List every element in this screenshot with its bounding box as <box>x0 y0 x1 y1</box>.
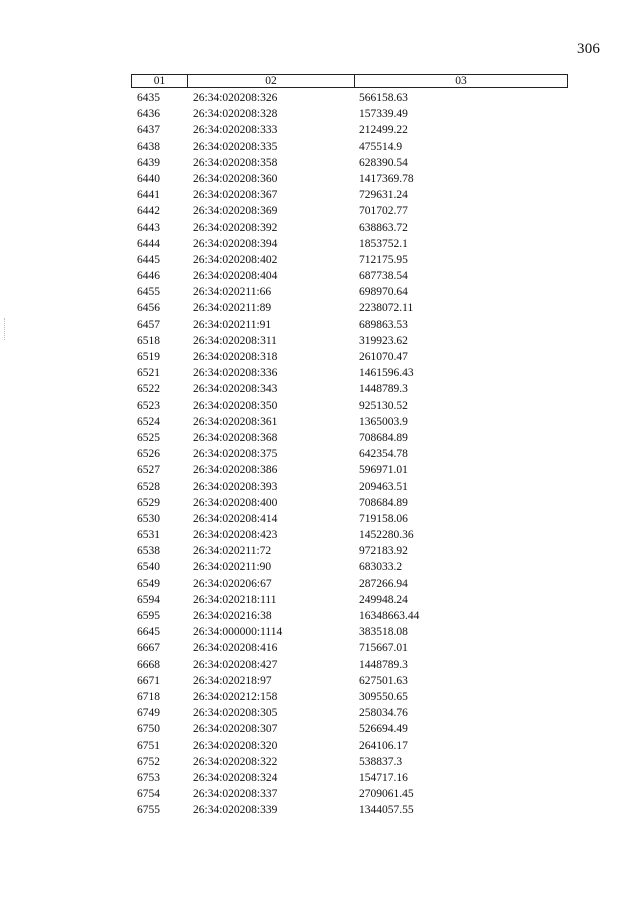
row-number-cell: 6443 <box>137 221 160 234</box>
table-row <box>0 430 640 446</box>
table-row <box>0 317 640 333</box>
row-number-cell: 6549 <box>137 577 160 590</box>
row-number-cell: 6437 <box>137 124 160 137</box>
cadastral-number-cell: 26:34:000000:1114 <box>193 626 283 639</box>
table-row <box>0 559 640 575</box>
row-number-cell: 6749 <box>137 707 160 720</box>
cadastral-number-cell: 26:34:020211:91 <box>193 318 272 331</box>
table-row <box>0 673 640 689</box>
value-cell: 2238072.11 <box>359 302 414 315</box>
cadastral-number-cell: 26:34:020208:404 <box>193 270 278 283</box>
row-number-cell: 6668 <box>137 658 160 671</box>
cadastral-number-cell: 26:34:020208:393 <box>193 480 278 493</box>
scan-edge-mark <box>4 318 6 340</box>
value-cell: 154717.16 <box>359 771 408 784</box>
row-number-cell: 6526 <box>137 448 160 461</box>
header-col-03: 03 <box>455 75 467 87</box>
table-row <box>0 608 640 624</box>
row-number-cell: 6441 <box>137 189 160 202</box>
row-number-cell: 6753 <box>137 771 160 784</box>
row-number-cell: 6518 <box>137 334 160 347</box>
row-number-cell: 6444 <box>137 237 160 250</box>
table-row <box>0 705 640 721</box>
row-number-cell: 6525 <box>137 431 160 444</box>
cadastral-number-cell: 26:34:020208:350 <box>193 399 278 412</box>
value-cell: 212499.22 <box>359 124 408 137</box>
cadastral-number-cell: 26:34:020208:336 <box>193 367 278 380</box>
cadastral-number-cell: 26:34:020208:416 <box>193 642 278 655</box>
value-cell: 642354.78 <box>359 448 408 461</box>
table-row <box>0 171 640 187</box>
row-number-cell: 6523 <box>137 399 160 412</box>
table-row <box>0 252 640 268</box>
row-number-cell: 6667 <box>137 642 160 655</box>
row-number-cell: 6595 <box>137 610 160 622</box>
value-cell: 287266.94 <box>359 577 408 590</box>
cadastral-number-cell: 26:34:020208:343 <box>193 383 278 396</box>
table-row <box>0 268 640 284</box>
cadastral-number-cell: 26:34:020211:66 <box>193 286 272 299</box>
row-number-cell: 6456 <box>137 302 160 315</box>
table-row <box>0 543 640 559</box>
table-row <box>0 106 640 122</box>
row-number-cell: 6755 <box>137 804 160 817</box>
table-row <box>0 479 640 495</box>
cadastral-number-cell: 26:34:020208:339 <box>193 804 278 817</box>
row-number-cell: 6519 <box>137 351 160 363</box>
value-cell: 1417369.78 <box>359 172 414 185</box>
value-cell: 708684.89 <box>359 431 408 444</box>
row-number-cell: 6435 <box>137 92 160 104</box>
row-number-cell: 6457 <box>137 318 160 331</box>
value-cell: 1853752.1 <box>359 237 408 250</box>
table-row <box>0 365 640 381</box>
row-number-cell: 6751 <box>137 739 160 752</box>
table-row <box>0 381 640 397</box>
cadastral-number-cell: 26:34:020208:337 <box>193 788 278 801</box>
row-number-cell: 6752 <box>137 755 160 768</box>
value-cell: 1344057.55 <box>359 804 414 817</box>
cadastral-number-cell: 26:34:020208:375 <box>193 448 278 461</box>
cadastral-number-cell: 26:34:020208:394 <box>193 237 278 250</box>
value-cell: 628390.54 <box>359 156 408 169</box>
table-body <box>0 90 640 818</box>
cadastral-number-cell: 26:34:020216:38 <box>193 610 272 622</box>
cadastral-number-cell: 26:34:020208:392 <box>193 221 278 234</box>
value-cell: 249948.24 <box>359 593 408 606</box>
table-row <box>0 300 640 316</box>
cadastral-number-cell: 26:34:020211:90 <box>193 561 272 574</box>
row-number-cell: 6527 <box>137 464 160 477</box>
value-cell: 319923.62 <box>359 334 408 347</box>
table-header <box>131 74 568 88</box>
cadastral-number-cell: 26:34:020208:423 <box>193 529 278 542</box>
value-cell: 683033.2 <box>359 561 403 574</box>
table-row <box>0 462 640 478</box>
row-number-cell: 6438 <box>137 140 160 153</box>
cadastral-number-cell: 26:34:020208:360 <box>193 172 278 185</box>
table-row <box>0 754 640 770</box>
cadastral-number-cell: 26:34:020208:402 <box>193 253 278 266</box>
cadastral-number-cell: 26:34:020208:358 <box>193 156 278 169</box>
cadastral-number-cell: 26:34:020211:89 <box>193 302 272 315</box>
table-row <box>0 349 640 365</box>
table-row <box>0 786 640 802</box>
value-cell: 627501.63 <box>359 674 408 687</box>
value-cell: 383518.08 <box>359 626 408 639</box>
row-number-cell: 6436 <box>137 108 160 121</box>
cadastral-number-cell: 26:34:020208:326 <box>193 92 278 104</box>
row-number-cell: 6540 <box>137 561 160 574</box>
value-cell: 698970.64 <box>359 286 408 299</box>
table-row <box>0 90 640 106</box>
row-number-cell: 6442 <box>137 205 160 218</box>
table-row <box>0 576 640 592</box>
table-row <box>0 333 640 349</box>
value-cell: 16348663.44 <box>359 610 420 622</box>
value-cell: 209463.51 <box>359 480 408 493</box>
table-row <box>0 527 640 543</box>
value-cell: 526694.49 <box>359 723 408 736</box>
value-cell: 1452280.36 <box>359 529 414 542</box>
row-number-cell: 6455 <box>137 286 160 299</box>
value-cell: 638863.72 <box>359 221 408 234</box>
value-cell: 1448789.3 <box>359 383 408 396</box>
value-cell: 701702.77 <box>359 205 408 218</box>
cadastral-number-cell: 26:34:020208:324 <box>193 771 278 784</box>
value-cell: 972183.92 <box>359 545 408 558</box>
table-row <box>0 220 640 236</box>
cadastral-number-cell: 26:34:020208:361 <box>193 415 278 428</box>
table-row <box>0 122 640 138</box>
value-cell: 258034.76 <box>359 707 408 720</box>
cadastral-number-cell: 26:34:020208:307 <box>193 723 278 736</box>
table-row <box>0 592 640 608</box>
cadastral-number-cell: 26:34:020218:111 <box>193 593 277 606</box>
cadastral-number-cell: 26:34:020211:72 <box>193 545 272 558</box>
table-row <box>0 187 640 203</box>
table-row <box>0 721 640 737</box>
row-number-cell: 6531 <box>137 529 160 542</box>
row-number-cell: 6538 <box>137 545 160 558</box>
row-number-cell: 6529 <box>137 496 160 509</box>
value-cell: 687738.54 <box>359 270 408 283</box>
row-number-cell: 6521 <box>137 367 160 380</box>
table-row <box>0 414 640 430</box>
table-row <box>0 139 640 155</box>
table-row <box>0 203 640 219</box>
value-cell: 708684.89 <box>359 496 408 509</box>
row-number-cell: 6528 <box>137 480 160 493</box>
cadastral-number-cell: 26:34:020208:368 <box>193 431 278 444</box>
table-row <box>0 155 640 171</box>
row-number-cell: 6645 <box>137 626 160 639</box>
cadastral-number-cell: 26:34:020208:333 <box>193 124 278 137</box>
row-number-cell: 6750 <box>137 723 160 736</box>
value-cell: 715667.01 <box>359 642 408 655</box>
table-row <box>0 511 640 527</box>
row-number-cell: 6522 <box>137 383 160 396</box>
row-number-cell: 6530 <box>137 512 160 525</box>
value-cell: 925130.52 <box>359 399 408 412</box>
value-cell: 538837.3 <box>359 755 403 768</box>
row-number-cell: 6445 <box>137 253 160 266</box>
cadastral-number-cell: 26:34:020208:386 <box>193 464 278 477</box>
cadastral-number-cell: 26:34:020208:427 <box>193 658 278 671</box>
value-cell: 1365003.9 <box>359 415 408 428</box>
value-cell: 566158.63 <box>359 92 408 104</box>
row-number-cell: 6754 <box>137 788 160 801</box>
row-number-cell: 6671 <box>137 674 160 687</box>
value-cell: 729631.24 <box>359 189 408 202</box>
value-cell: 1448789.3 <box>359 658 408 671</box>
value-cell: 712175.95 <box>359 253 408 266</box>
table-row <box>0 446 640 462</box>
cadastral-number-cell: 26:34:020208:328 <box>193 108 278 121</box>
cadastral-number-cell: 26:34:020208:305 <box>193 707 278 720</box>
value-cell: 157339.49 <box>359 108 408 121</box>
cadastral-number-cell: 26:34:020206:67 <box>193 577 272 590</box>
cadastral-number-cell: 26:34:020208:367 <box>193 189 278 202</box>
row-number-cell: 6439 <box>137 156 160 169</box>
table-row <box>0 770 640 786</box>
cadastral-number-cell: 26:34:020208:414 <box>193 512 278 525</box>
table-row <box>0 284 640 300</box>
row-number-cell: 6440 <box>137 172 160 185</box>
cadastral-number-cell: 26:34:020208:335 <box>193 140 278 153</box>
cadastral-number-cell: 26:34:020218:97 <box>193 674 272 687</box>
value-cell: 261070.47 <box>359 351 408 363</box>
value-cell: 264106.17 <box>359 739 408 752</box>
value-cell: 309550.65 <box>359 690 408 703</box>
value-cell: 475514.9 <box>359 140 403 153</box>
cadastral-number-cell: 26:34:020208:322 <box>193 755 278 768</box>
cadastral-number-cell: 26:34:020208:320 <box>193 739 278 752</box>
table-row <box>0 640 640 656</box>
table-row <box>0 398 640 414</box>
row-number-cell: 6524 <box>137 415 160 428</box>
table-row <box>0 738 640 754</box>
row-number-cell: 6446 <box>137 270 160 283</box>
cadastral-number-cell: 26:34:020208:311 <box>193 334 277 347</box>
cadastral-number-cell: 26:34:020208:400 <box>193 496 278 509</box>
value-cell: 719158.06 <box>359 512 408 525</box>
cadastral-number-cell: 26:34:020208:318 <box>193 351 278 363</box>
value-cell: 1461596.43 <box>359 367 414 380</box>
cadastral-number-cell: 26:34:020212:158 <box>193 690 278 703</box>
table-row <box>0 236 640 252</box>
value-cell: 596971.01 <box>359 464 408 477</box>
table-row <box>0 495 640 511</box>
header-col-01: 01 <box>132 75 188 87</box>
row-number-cell: 6594 <box>137 593 160 606</box>
table-row <box>0 689 640 705</box>
table-row <box>0 657 640 673</box>
row-number-cell: 6718 <box>137 690 160 703</box>
header-col-02: 02 <box>188 75 355 87</box>
cadastral-number-cell: 26:34:020208:369 <box>193 205 278 218</box>
value-cell: 2709061.45 <box>359 788 414 801</box>
table-row <box>0 624 640 640</box>
value-cell: 689863.53 <box>359 318 408 331</box>
table-row <box>0 802 640 818</box>
page-number: 306 <box>577 41 601 57</box>
